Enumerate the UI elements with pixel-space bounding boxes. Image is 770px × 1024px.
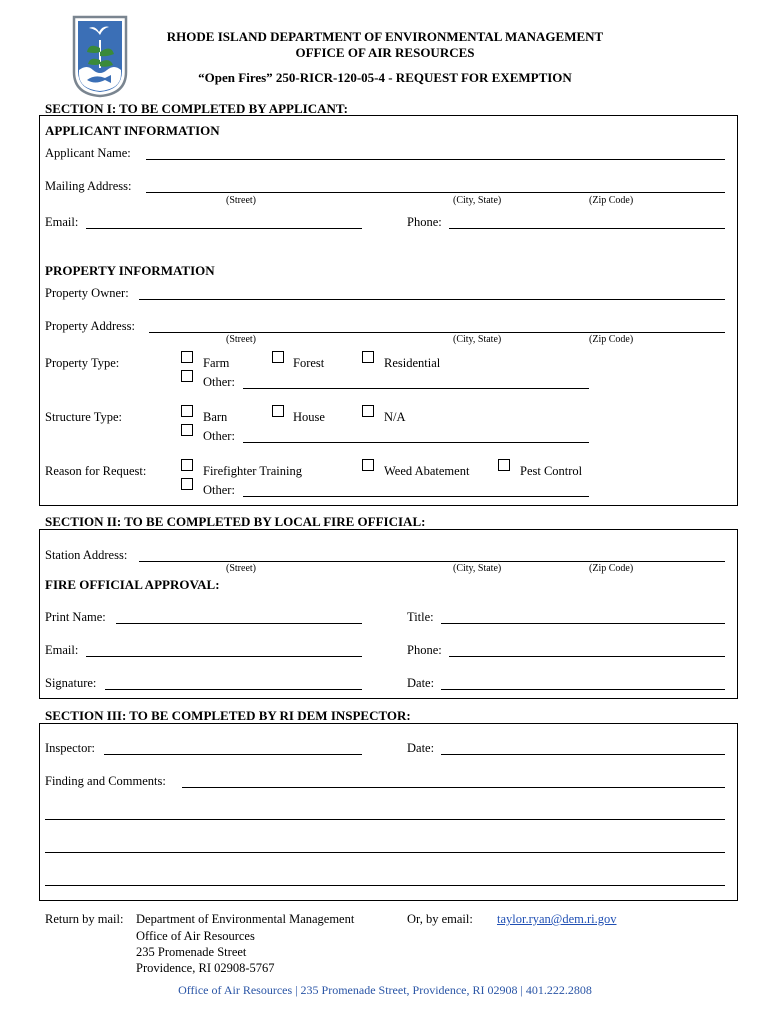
- signature-line: [105, 689, 362, 690]
- station-address-field[interactable]: [141, 547, 723, 561]
- signature-label: Signature:: [45, 676, 97, 690]
- zip-caption: (Zip Code): [589, 563, 634, 574]
- print-name-field[interactable]: [118, 609, 360, 623]
- city-state-caption: (City, State): [453, 195, 502, 206]
- applicant-phone-label: Phone:: [407, 215, 442, 229]
- inspector-date-field[interactable]: [443, 740, 723, 754]
- firefighter-training-checkbox[interactable]: [181, 459, 193, 471]
- comments-line: [45, 852, 725, 853]
- house-checkbox[interactable]: [272, 405, 284, 417]
- inspector-line: [104, 754, 362, 755]
- findings-line: [182, 787, 725, 788]
- barn-label: Barn: [203, 410, 228, 424]
- reason-other-line: [243, 496, 589, 497]
- house-label: House: [293, 410, 325, 424]
- applicant-email-line: [86, 228, 362, 229]
- return-address-line-2: Office of Air Resources: [136, 929, 255, 943]
- city-state-caption: (City, State): [453, 563, 502, 574]
- agency-title: RHODE ISLAND DEPARTMENT OF ENVIRONMENTAL MANAGEMENT: [166, 29, 604, 44]
- station-address-line: [139, 561, 725, 562]
- reason-other-label: Other:: [203, 483, 235, 497]
- official-email-label: Email:: [45, 643, 79, 657]
- inspector-date-label: Date:: [407, 741, 435, 755]
- findings-label: Finding and Comments:: [45, 774, 166, 788]
- office-title: OFFICE OF AIR RESOURCES: [295, 45, 475, 60]
- property-other-label: Other:: [203, 375, 235, 389]
- property-address-label: Property Address:: [45, 319, 135, 333]
- applicant-email-field[interactable]: [88, 214, 360, 228]
- applicant-phone-line: [449, 228, 725, 229]
- structure-other-field[interactable]: [245, 428, 587, 442]
- property-address-line: [149, 332, 725, 333]
- street-caption: (Street): [226, 563, 256, 574]
- zip-caption: (Zip Code): [589, 195, 634, 206]
- official-date-label: Date:: [407, 676, 435, 690]
- official-phone-label: Phone:: [407, 643, 442, 657]
- title-label: Title:: [407, 610, 434, 624]
- title-field[interactable]: [443, 609, 723, 623]
- na-label: N/A: [384, 410, 406, 424]
- city-state-caption: (City, State): [453, 334, 502, 345]
- property-other-field[interactable]: [245, 374, 587, 388]
- structure-type-label: Structure Type:: [45, 410, 123, 424]
- forest-checkbox[interactable]: [272, 351, 284, 363]
- mailing-address-field[interactable]: [148, 178, 723, 192]
- print-name-line: [116, 623, 362, 624]
- official-email-line: [86, 656, 362, 657]
- return-email-link[interactable]: taylor.ryan@dem.ri.gov: [497, 912, 617, 926]
- section-3-title: SECTION III: TO BE COMPLETED BY RI DEM INSPECTOR:: [45, 708, 411, 723]
- inspector-label: Inspector:: [45, 741, 95, 755]
- print-name-label: Print Name:: [45, 610, 106, 624]
- property-info-heading: PROPERTY INFORMATION: [45, 263, 215, 278]
- residential-checkbox[interactable]: [362, 351, 374, 363]
- form-title: “Open Fires” 250-RICR-120-05-4 - REQUEST FOR EXEMPTION: [198, 70, 572, 85]
- structure-other-line: [243, 442, 589, 443]
- property-other-line: [243, 388, 589, 389]
- fire-official-approval-heading: FIRE OFFICIAL APPROVAL:: [45, 577, 220, 592]
- reason-other-checkbox[interactable]: [181, 478, 193, 490]
- title-line: [441, 623, 725, 624]
- applicant-name-line: [146, 159, 725, 160]
- official-phone-field[interactable]: [451, 642, 723, 656]
- pest-control-checkbox[interactable]: [498, 459, 510, 471]
- mailing-address-line: [146, 192, 725, 193]
- signature-field[interactable]: [107, 675, 360, 689]
- forest-label: Forest: [293, 356, 325, 370]
- inspector-date-line: [441, 754, 725, 755]
- residential-label: Residential: [384, 356, 441, 370]
- findings-field[interactable]: [184, 773, 723, 787]
- weed-abatement-label: Weed Abatement: [384, 464, 470, 478]
- footer-contact: Office of Air Resources | 235 Promenade Street, Providence, RI 02908 | 401.222.2808: [178, 983, 592, 997]
- return-address-line-3: 235 Promenade Street: [136, 945, 247, 959]
- property-owner-line: [139, 299, 725, 300]
- section-1-title: SECTION I: TO BE COMPLETED BY APPLICANT:: [45, 101, 348, 116]
- section-2-title: SECTION II: TO BE COMPLETED BY LOCAL FIRE OFFICIAL:: [45, 514, 426, 529]
- reason-label: Reason for Request:: [45, 464, 147, 478]
- applicant-name-label: Applicant Name:: [45, 146, 131, 160]
- applicant-email-label: Email:: [45, 215, 79, 229]
- na-checkbox[interactable]: [362, 405, 374, 417]
- street-caption: (Street): [226, 334, 256, 345]
- applicant-phone-field[interactable]: [451, 214, 723, 228]
- firefighter-training-label: Firefighter Training: [203, 464, 302, 478]
- section-1-box: [39, 115, 738, 506]
- farm-checkbox[interactable]: [181, 351, 193, 363]
- zip-caption: (Zip Code): [589, 334, 634, 345]
- structure-other-label: Other:: [203, 429, 235, 443]
- official-date-line: [441, 689, 725, 690]
- structure-other-checkbox[interactable]: [181, 424, 193, 436]
- property-address-field[interactable]: [151, 318, 723, 332]
- property-owner-label: Property Owner:: [45, 286, 129, 300]
- email-return-label: Or, by email:: [407, 912, 473, 926]
- comments-line: [45, 885, 725, 886]
- property-owner-field[interactable]: [141, 285, 723, 299]
- return-by-mail-label: Return by mail:: [45, 912, 124, 926]
- mailing-address-label: Mailing Address:: [45, 179, 132, 193]
- street-caption: (Street): [226, 195, 256, 206]
- farm-label: Farm: [203, 356, 230, 370]
- property-type-label: Property Type:: [45, 356, 120, 370]
- property-other-checkbox[interactable]: [181, 370, 193, 382]
- official-phone-line: [449, 656, 725, 657]
- official-date-field[interactable]: [443, 675, 723, 689]
- barn-checkbox[interactable]: [181, 405, 193, 417]
- pest-control-label: Pest Control: [520, 464, 583, 478]
- reason-other-field[interactable]: [245, 482, 587, 496]
- weed-abatement-checkbox[interactable]: [362, 459, 374, 471]
- inspector-field[interactable]: [106, 740, 360, 754]
- applicant-name-field[interactable]: [148, 145, 723, 159]
- official-email-field[interactable]: [88, 642, 360, 656]
- station-address-label: Station Address:: [45, 548, 128, 562]
- applicant-info-heading: APPLICANT INFORMATION: [45, 123, 220, 138]
- comments-line: [45, 819, 725, 820]
- return-address-line-1: Department of Environmental Management: [136, 912, 355, 926]
- return-address-line-4: Providence, RI 02908-5767: [136, 961, 275, 975]
